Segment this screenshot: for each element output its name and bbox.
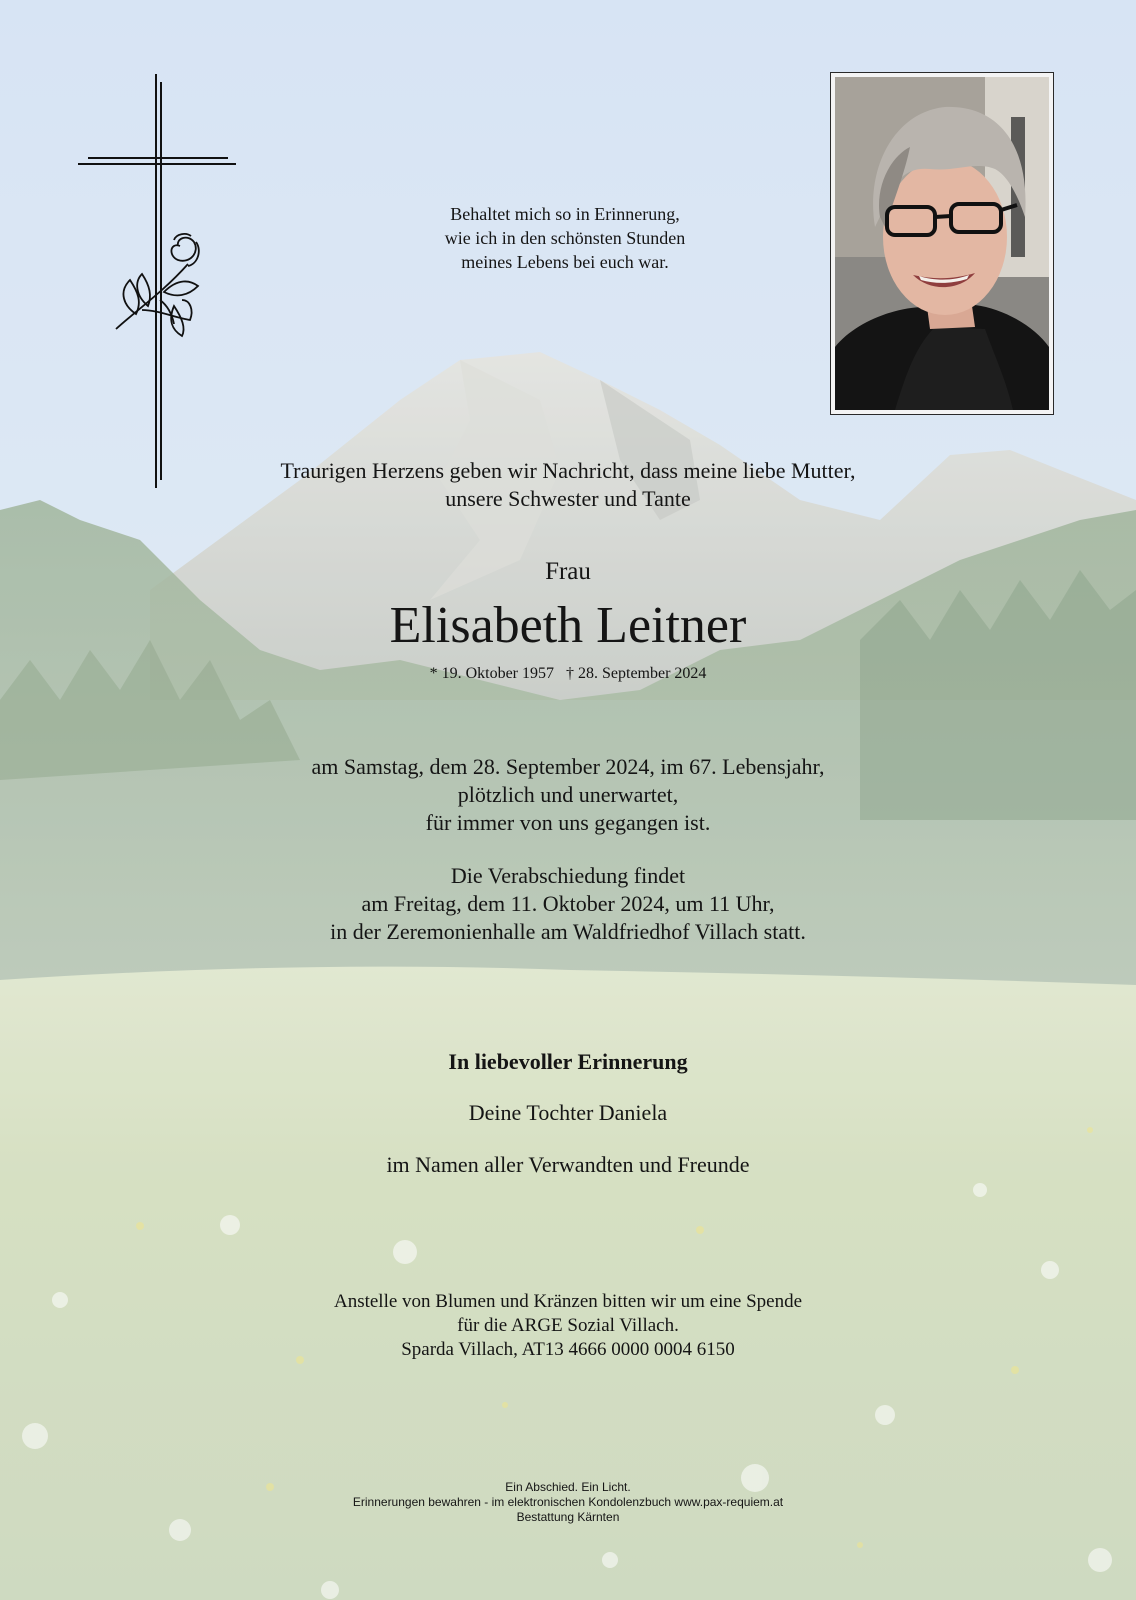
farewell-line: Die Verabschiedung findet	[450, 863, 686, 888]
deceased-name: Elisabeth Leitner	[389, 597, 747, 654]
passing-line: plötzlich und unerwartet,	[457, 782, 679, 807]
portrait-frame	[830, 72, 1054, 415]
portrait-photo	[835, 77, 1049, 410]
mourner-daughter: Deine Tochter Daniela	[468, 1100, 668, 1125]
passing-line: für immer von uns gegangen ist.	[425, 810, 711, 835]
footer-line: Ein Abschied. Ein Licht.	[505, 1480, 631, 1494]
announcement	[170, 457, 966, 513]
cross-with-rose-icon	[78, 74, 240, 492]
footer	[270, 1480, 866, 1525]
name-prefix: Frau	[545, 558, 591, 585]
life-dates	[330, 664, 806, 684]
death-date: † 28. September 2024	[566, 665, 707, 682]
donation-line: Sparda Villach, AT13 4666 0000 0004 6150	[401, 1339, 735, 1360]
farewell-paragraph	[170, 862, 966, 946]
birth-date: * 19. Oktober 1957	[429, 665, 554, 682]
farewell-line: am Freitag, dem 11. Oktober 2024, um 11 Uhr,	[361, 891, 775, 916]
quote-line: wie ich in den schönsten Stunden	[444, 228, 686, 248]
passing-line: am Samstag, dem 28. September 2024, im 67. Lebensjahr,	[311, 754, 825, 779]
quote-line: Behaltet mich so in Erinnerung,	[450, 204, 680, 224]
announcement-line: unsere Schwester und Tante	[445, 486, 691, 511]
footer-link-line[interactable]: Erinnerungen bewahren - im elektronischen Kondolenzbuch www.pax-requiem.at	[352, 1495, 784, 1509]
remembrance-heading: In liebevoller Erinnerung	[448, 1049, 688, 1074]
passing-paragraph	[170, 753, 966, 837]
mourner-relatives: im Namen aller Verwandten und Freunde	[386, 1152, 750, 1177]
donation-request	[220, 1290, 916, 1362]
donation-line: Anstelle von Blumen und Kränzen bitten wir um eine Spende	[333, 1291, 803, 1312]
footer-line: Bestattung Kärnten	[516, 1510, 620, 1524]
quote-line: meines Lebens bei euch war.	[461, 252, 669, 272]
donation-line: für die ARGE Sozial Villach.	[457, 1315, 679, 1336]
farewell-line: in der Zeremonienhalle am Waldfriedhof Villach statt.	[330, 919, 806, 944]
memorial-quote	[390, 202, 740, 274]
announcement-line: Traurigen Herzens geben wir Nachricht, dass meine liebe Mutter,	[280, 458, 856, 483]
